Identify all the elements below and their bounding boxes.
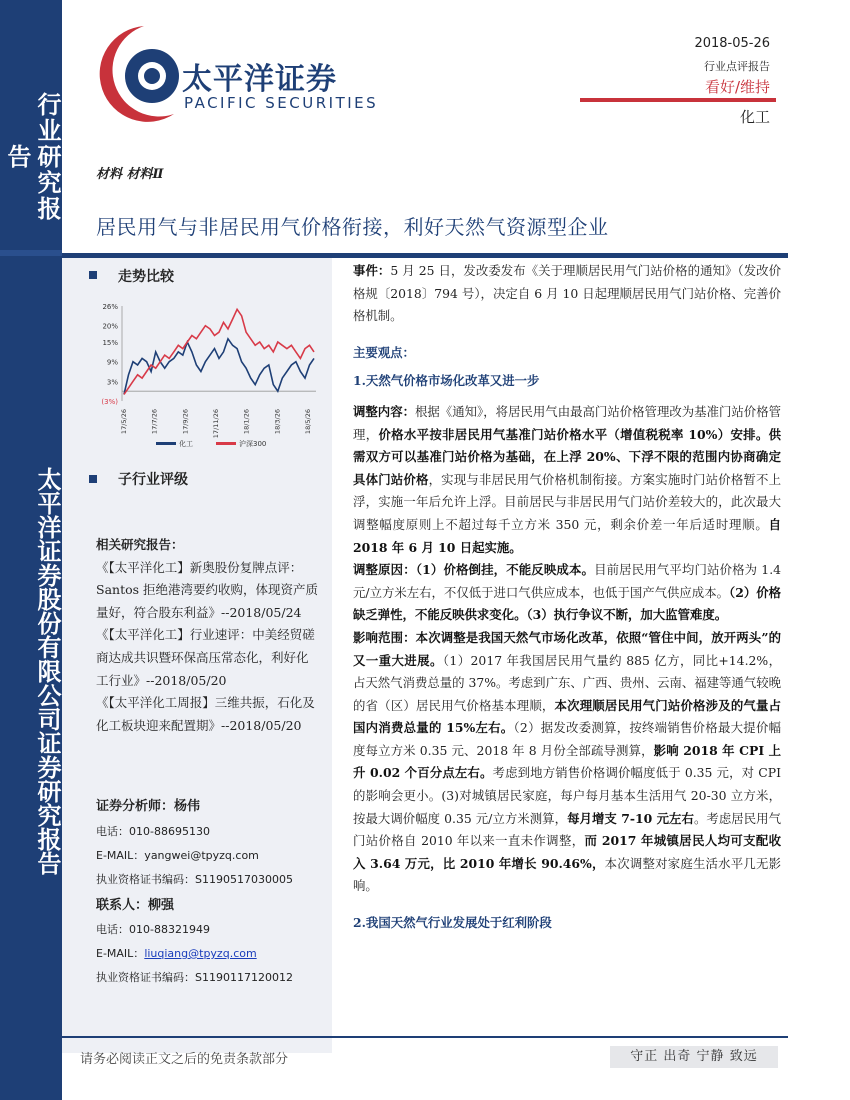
contact-email-label: E-MAIL： [96,947,145,960]
related-item[interactable]: 《【太平洋化工周报】三维共振，石化及化工板块迎来配置期》--2018/05/20 [96,695,315,733]
reason-highlight: （1）价格倒挂，不能反映成本。 [415,562,595,578]
related-item[interactable]: 《【太平洋化工】新奥股份复牌点评：Santos 拒绝港湾要约收购，体现资产质量好，符合股东利益》--2018/05/24 [96,559,319,620]
impact-highlight: 本次调整是我国天然气市场化改革，依照“管住中间，放开两头”的又一重大进展。 [353,629,781,668]
section-heading-2: 2.我国天然气行业发展处于红利阶段 [353,915,552,931]
chart-x-tick-label: 17/7/26 [150,409,159,435]
adjust-highlight: 价格水平按非居民用气基准门站价格水平（增值税税率 10%）安排。供需双方可以基准门站价格为基础，在上浮 20%、下浮不限的范围内协商确定具体门站价格 [353,426,781,487]
footer-divider [62,1036,788,1038]
chart-y-tick-label: (3%) [101,398,118,406]
event-text: 5 月 25 日，发改委发布《关于理顺居民用气门站价格的通知》（发改价格规〔2018〕794 号），决定自 6 月 10 日起理顺居民用气门站价格、完善价格机制。 [353,263,782,324]
section-heading-1: 1.天然气价格市场化改革又进一步 [353,373,540,389]
chart-x-tick-label: 18/1/26 [242,409,251,435]
impact-highlight: 每月增支 7-10 元左右 [567,810,694,826]
contact-name: 联系人：柳强 [96,898,175,913]
chart-legend-swatch [216,442,236,445]
chart-x-tick-label: 17/9/26 [181,409,190,435]
event-paragraph [353,260,781,328]
trend-chart [90,296,322,454]
chart-x-tick-label: 17/11/26 [212,409,220,439]
sidebar [0,0,62,1100]
sidebar-report-label: 行业研究报告 [3,92,62,222]
impact-text: 本次调整对家庭生活水平几无影响。 [353,855,782,894]
analyst-phone: 电话：010-88695130 [96,825,210,838]
footer-motto: 守正 出奇 宁静 致远 [610,1046,778,1068]
related-reports [96,534,318,737]
chart-y-tick-label: 26% [102,303,118,311]
contact-email-row [96,945,257,961]
logo-core-icon [144,68,160,84]
impact-text: （1）2017 年我国居民用气量约 885 亿方，同比+14.2%，占天然气消费总量的 37%。考虑到广东、广西、贵州、云南、福建等通气较晚的省（区）居民用气价格基本理顺， [353,652,781,713]
logo-name-en: PACIFIC SECURITIES [184,94,379,112]
chart-legend-label: 沪深300 [239,440,267,448]
impact-highlight: 而 2017 年城镇居民人均可支配收入 3.64 万元，比 2010 年增长 90.46%， [353,833,781,871]
impact-text: 。考虑居民用气门站价格自 2010 年以来一直未作调整， [353,810,782,849]
impact-paragraph [353,627,781,898]
analyst-name: 证券分析师：杨伟 [96,799,201,814]
impact-highlight: 本次理顺居民用气门站价格涉及的气量占国内消费总量的 15%左右。 [353,697,782,736]
contact-cert: 执业资格证书编码：S1190117120012 [96,971,293,984]
related-item[interactable]: 《【太平洋化工】行业速评：中美经贸磋商达成共识暨环保高压常态化，利好化工行业》--2018/05/20 [96,627,315,688]
adjust-label: 调整内容： [353,403,416,419]
main-content [353,260,781,935]
chart-x-tick-label: 18/5/26 [304,409,312,435]
contact-email-link[interactable]: liuqiang@tpyzq.com [144,947,257,960]
trend-heading: 走势比较 [118,269,174,285]
adjust-highlight: 自 2018 年 6 月 10 日起实施。 [353,516,781,555]
analyst-email: E-MAIL：yangwei@tpyzq.com [96,849,259,862]
chart-x-tick-label: 18/3/26 [273,409,282,435]
chart-series-line [124,309,314,394]
reason-highlight: （2）价格缺乏弹性，不能反映供求变化。（3）执行争议不断，加大监管难度。 [353,584,781,623]
adjust-paragraph [353,401,781,559]
chart-y-tick-label: 20% [102,322,118,331]
chart-x-tick-label: 17/5/26 [120,409,128,435]
impact-text: 考虑到地方销售价格调价幅度低于 0.35 元，对 CPI 的影响会更小。(3)对城镇居民家庭，每户每月基本生活用气 20-30 立方米，按最大调价幅度 0.35 元/立方米测算， [353,765,781,826]
impact-label: 影响范围： [353,629,416,645]
chart-y-tick-label: 3% [106,378,118,387]
subindustry-heading: 子行业评级 [118,472,188,488]
impact-highlight: 影响 2018 年 CPI 上升 0.02 个百分点左右。 [353,742,782,781]
analyst-cert: 执业资格证书编码：S1190517030005 [96,873,293,886]
event-label: 事件： [353,263,391,278]
report-type: 行业点评报告 [704,60,770,73]
page-title: 居民用气与非居民用气价格衔接，利好天然气资源型企业 [96,215,609,239]
category-label: 材料 材料Ⅱ [96,167,164,182]
chart-y-tick-label: 15% [102,339,118,348]
report-date: 2018-05-26 [694,36,770,51]
impact-text: （2）据发改委测算，按终端销售价格最大提价幅度每立方米 0.35 元、2018 年 8 月份全部疏导测算， [353,720,781,758]
adjust-text: 根据《通知》，将居民用气由最高门站价格管理改为基准门站价格管理， [353,403,781,442]
subindustry-bullet-icon [89,475,97,483]
rating-label: 看好/维持 [704,78,770,96]
chart-legend-swatch [156,442,176,445]
sidebar-company-label: 太平洋证券股份有限公司证券研究报告 [33,467,62,875]
sidebar-separator [0,250,62,256]
industry-label: 化工 [739,108,770,126]
footer-disclaimer: 请务必阅读正文之后的免责条款部分 [80,1052,289,1067]
related-heading: 相关研究报告： [96,537,184,552]
reason-paragraph [353,559,781,627]
reason-text: 目前居民用气平均门站价格为 1.4 元/立方米左右，不仅低于进口气供应成本，也低于国产气供应成本。 [353,562,782,600]
chart-legend-label: 化工 [179,440,193,448]
rating-rule [580,98,776,102]
adjust-text: ，实现与非居民用气价格机制衔接。方案实施时门站价格暂不上浮，实施一年后允许上浮。目前居民与非居民用气门站价差较大的，此次最大调整幅度原则上不超过每千立方米 350 元，剩余价差一年后适时理顺。 [353,471,782,532]
reason-label: 调整原因： [353,562,416,578]
contact-phone: 电话：010-88321949 [96,923,210,936]
logo-name-cn: 太平洋证券 [182,62,337,97]
main-points-heading: 主要观点： [353,344,415,360]
trend-bullet-icon [89,271,97,279]
chart-y-tick-label: 9% [106,358,118,367]
